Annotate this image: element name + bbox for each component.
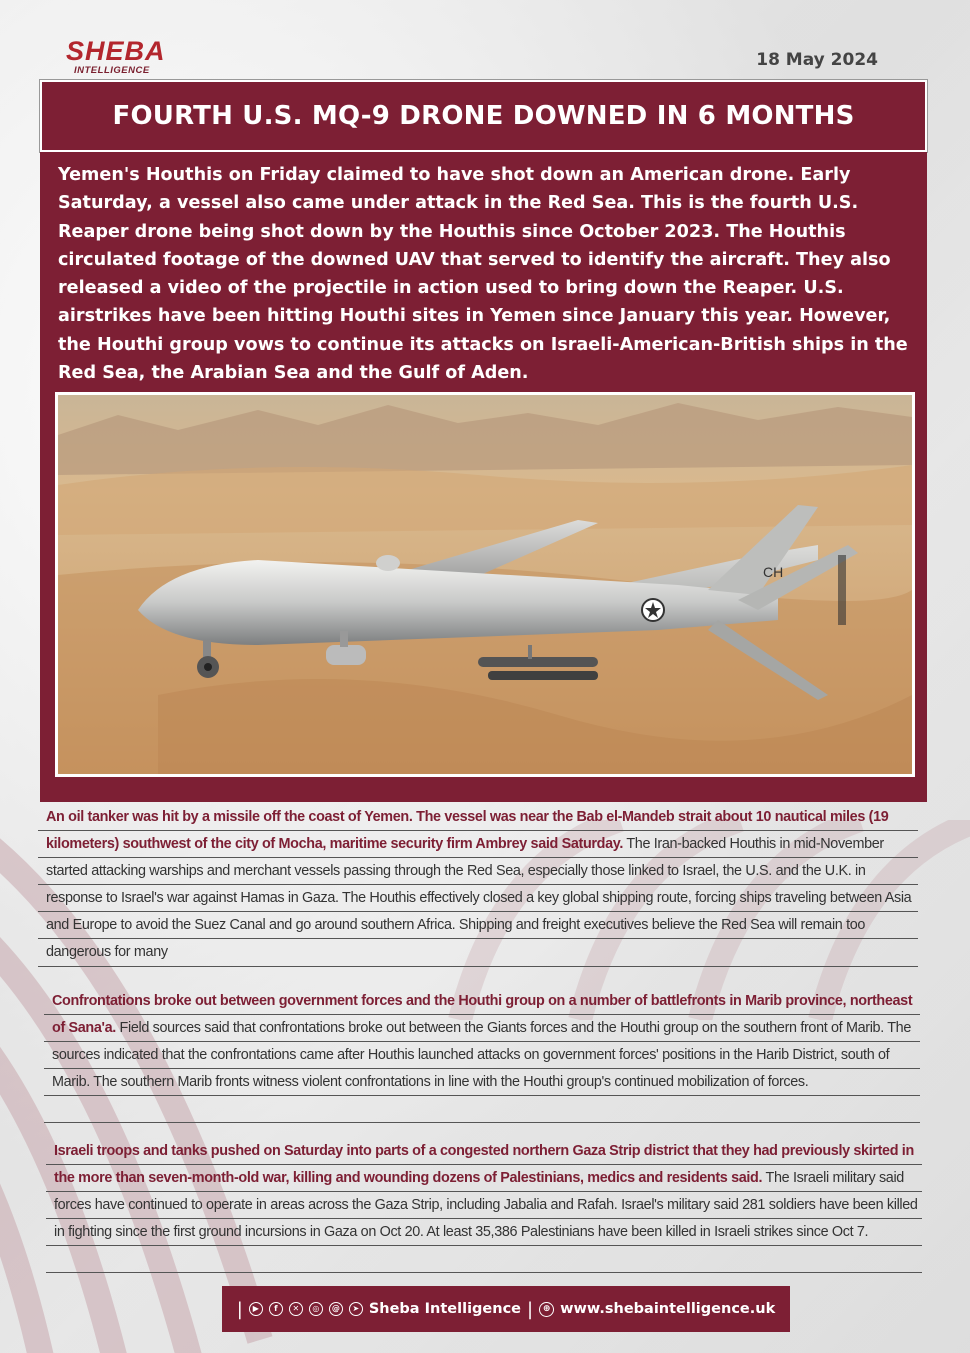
article-gaza [46,1138,922,1246]
logo-sub-text: INTELLIGENCE [74,65,150,76]
tail-code: CH [763,564,784,580]
x-icon[interactable]: ✕ [289,1302,303,1316]
article-2-body: Field sources said that confrontations broke out between the Giants forces and the Houthi group on the southern front of Marib. The sources indicated that the confrontations came after Houthis launched attacks on government forces' positions in the Harib District, south of Marib. The southern Marib fronts witness violent confrontations in line with the Houthi group's continued mobilization of forces. [52,1020,911,1090]
footer-separator-2: | [527,1298,534,1320]
logo-main-text: SHEBA [66,36,166,66]
telegram-icon[interactable]: ➤ [349,1302,363,1316]
article-marib [44,988,920,1096]
sheba-logo [66,38,176,78]
article-1-body: The Iran-backed Houthis in mid-November started attacking warships and merchant vessels passing through the Red Sea, especially those linked to Israel, the U.S. and the U.K. in response to Israel's war against Hamas in Gaza. The Houthis effectively closed a key global shipping route, forcing ships traveling between Asia and Europe to avoid the Suez Canal and go around southern Africa. Shipping and freight executives believe the Red Sea will remain too dangerous for many [46,836,912,960]
footer-brand: Sheba Intelligence [368,1301,522,1317]
publication-date: 18 May 2024 [756,50,878,70]
article-oil-tanker [38,804,918,966]
facebook-icon[interactable]: f [269,1302,283,1316]
instagram-icon[interactable]: ◎ [309,1302,323,1316]
footer-bar [222,1286,790,1332]
article-3-body: The Israeli military said forces have continued to operate in areas across the Gaza Strip, including Jabalia and Rafah. Israel's military said 281 soldiers have been killed in fighting since the first ground incursions in Gaza on Oct 20. At least 35,386 Palestinians have been killed in Israeli strikes since Oct 7. [54,1170,918,1240]
youtube-icon[interactable]: ▶ [249,1302,263,1316]
footer-separator: | [236,1298,243,1320]
article-2-highlight: Confrontations broke out between government forces and the Houthi group on a number of battlefronts in Marib province, northeast of Sana'a. [52,993,913,1036]
title-bar [40,80,927,152]
lead-paragraph: Yemen's Houthis on Friday claimed to have shot down an American drone. Early Saturday, a vessel also came under attack in the Red Sea. This is the fourth U.S. Reaper drone being shot down by the Houthis since October 2023. The Houthis circulated footage of the downed UAV that served to identify the aircraft. They also released a video of the projectile in action used to bring down the Reaper. U.S. airstrikes have been hitting Houthi sites in Yemen since January this year. However, the Houthi group vows to continue its attacks on Israeli-American-British ships in the Red Sea, the Arabian Sea and the Gulf of Aden. [58,165,908,384]
article-1-highlight: An oil tanker was hit by a missile off the coast of Yemen. The vessel was near the Bab el-Mandeb strait about 10 nautical miles (19 kilometers) southwest of the city of Mocha, maritime security firm Ambrey said Saturday. [46,809,889,852]
page-title: FOURTH U.S. MQ-9 DRONE DOWNED IN 6 MONTHS [112,101,855,131]
footer-website-link[interactable]: www.shebaintelligence.uk [560,1301,776,1317]
article-3-highlight: Israeli troops and tanks pushed on Saturday into parts of a congested northern Gaza Strip district that they had previously skirted in the more than seven-month-old war, killing and wounding dozens of Palestinians, medics and residents said. [54,1143,914,1186]
drone-photo [55,392,915,777]
threads-icon[interactable]: @ [329,1302,343,1316]
globe-icon: ⊕ [539,1302,554,1317]
